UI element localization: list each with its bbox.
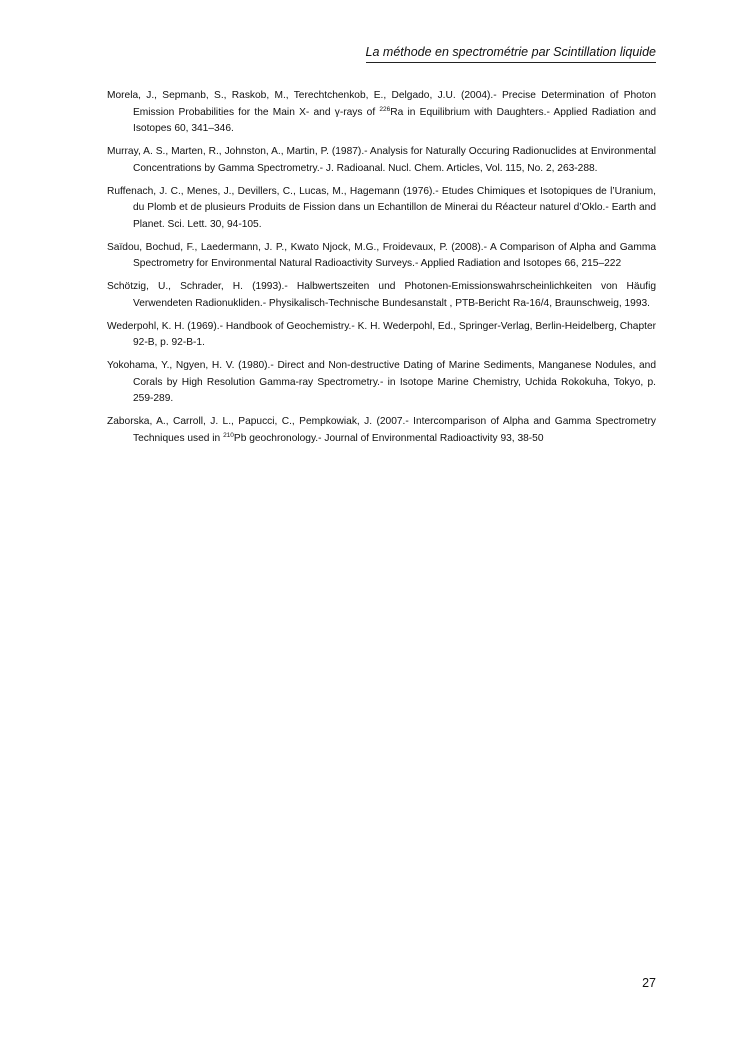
reference-text: Wederpohl, K. H. (1969).- Handbook of Geochemistry.- K. H. Wederpohl, Ed., Springer-Verlag, Berlin-Heidelberg, Chapter 92-B, p. 92-B-1. xyxy=(107,320,656,348)
reference-text: Schötzig, U., Schrader, H. (1993).- Halbwertszeiten und Photonen-Emissionswahrscheinlichkeiten von Häufig Verwendeten Radionukliden.- Physikalisch-Technische Bundesanstalt , PTB-Bericht Ra-16/4, Braunschweig, 1993. xyxy=(107,281,656,309)
reference-list xyxy=(107,88,656,454)
reference-text: Ruffenach, J. C., Menes, J., Devillers, C., Lucas, M., Hagemann (1976).- Etudes Chimiques et Isotopiques de l’Uranium, du Plomb et de plusieurs Produits de Fission dans un Echantillon de Minerai du Réacteur naturel d’Oklo.- Earth and Planet. Sci. Lett. 30, 94-105. xyxy=(107,185,656,230)
reference-morela xyxy=(107,88,656,138)
isotope-mass-number: 226 xyxy=(379,105,391,113)
reference-murray xyxy=(107,144,656,177)
reference-text: Zaborska, A., Carroll, J. L., Papucci, C., Pempkowiak, J. (2007.- Intercomparison of Alpha and Gamma Spectrometry Techniques used in xyxy=(107,416,656,444)
reference-saidou xyxy=(107,240,656,273)
reference-yokohama xyxy=(107,358,656,408)
reference-text-continued: Pb geochronology.- Journal of Environmental Radioactivity 93, 38-50 xyxy=(233,432,544,444)
header-rule xyxy=(366,62,656,63)
reference-ruffenach xyxy=(107,184,656,234)
reference-text: Morela, J., Sepmanb, S., Raskob, M., Terechtchenkob, E., Delgado, J.U. (2004).- Precise Determination of Photon Emission Probabilities for the Main X- and γ-rays of xyxy=(107,90,656,118)
reference-wederpohl xyxy=(107,319,656,352)
reference-zaborska xyxy=(107,414,656,447)
reference-text: Yokohama, Y., Ngyen, H. V. (1980).- Direct and Non-destructive Dating of Marine Sediments, Manganese Nodules, and Corals by High Resolution Gamma-ray Spectrometry.- in Isotope Marine Chemistry, Uchida Rokokuha, Tokyo, p. 259-289. xyxy=(107,360,656,404)
running-header-title: La méthode en spectrométrie par Scintillation liquide xyxy=(365,45,656,59)
reference-text-continued: Ra in Equilibrium with Daughters.- Applied Radiation and Isotopes 60, 341–346. xyxy=(133,106,656,134)
reference-schotzig xyxy=(107,279,656,312)
reference-text: Saïdou, Bochud, F., Laedermann, J. P., Kwato Njock, M.G., Froidevaux, P. (2008).- A Comparison of Alpha and Gamma Spectrometry for Environmental Natural Radioactivity Surveys.- Applied Radiation and Isotopes 66, 215–222 xyxy=(107,241,656,269)
isotope-mass-number: 210 xyxy=(223,431,234,439)
page-number: 27 xyxy=(642,976,656,990)
reference-text: Murray, A. S., Marten, R., Johnston, A., Martin, P. (1987).- Analysis for Naturally Occuring Radionuclides at Environmental Concentrations by Gamma Spectrometry.- J. Radioanal. Nucl. Chem. Articles, Vol. 115, No. 2, 263-288. xyxy=(107,146,656,174)
